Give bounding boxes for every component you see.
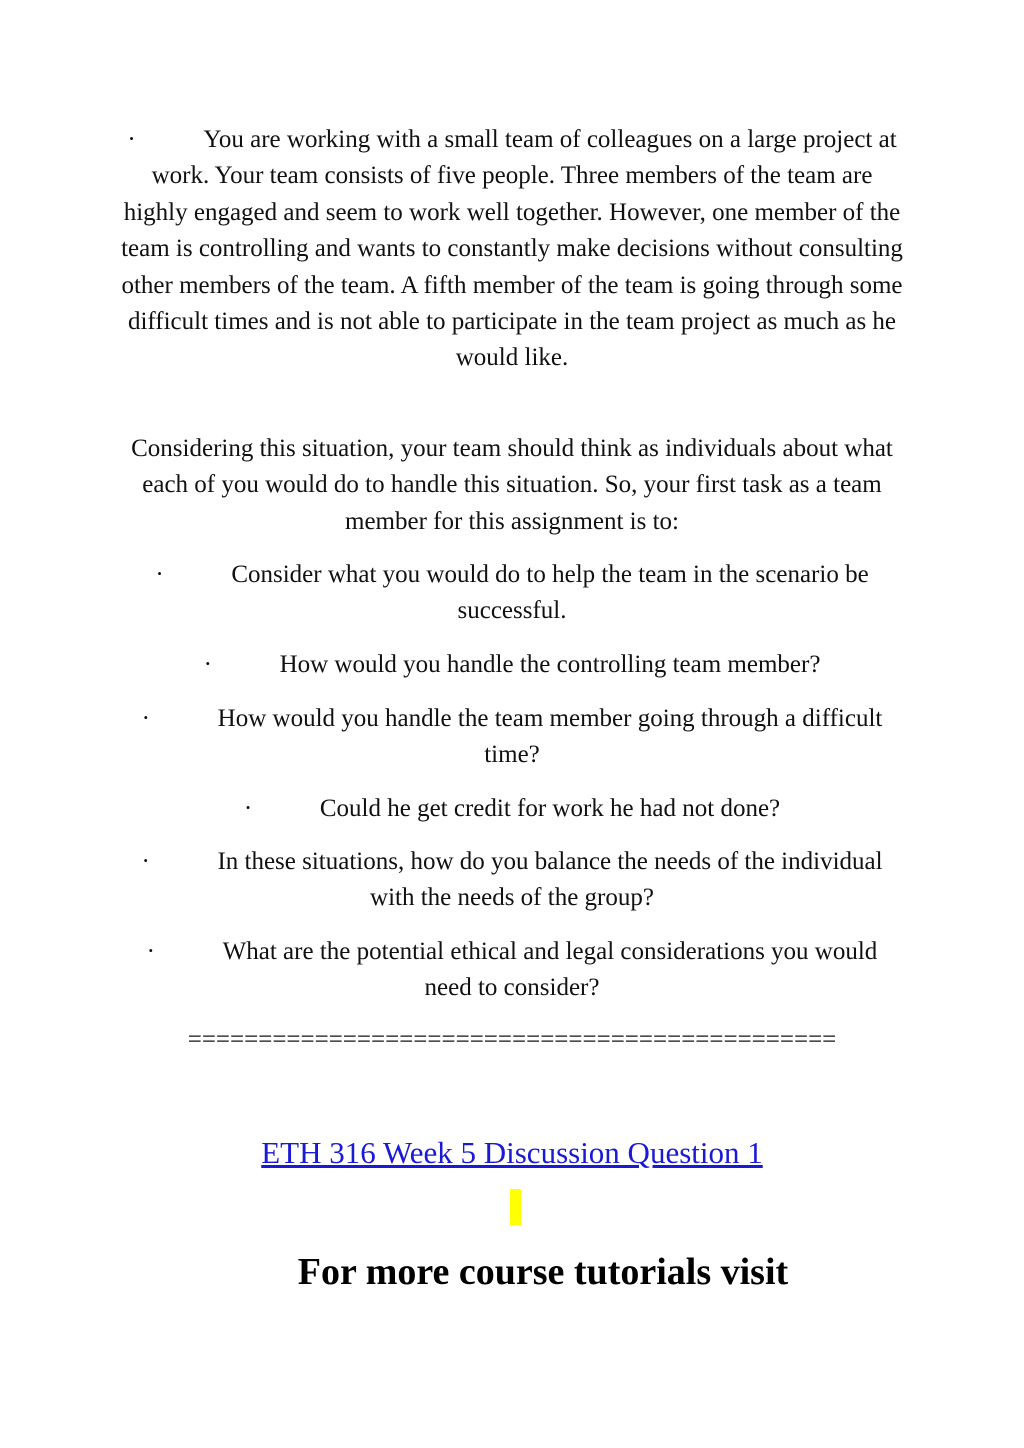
tutorials-heading: For more course tutorials visit xyxy=(297,1251,789,1293)
course-link-container xyxy=(120,1133,904,1173)
bullet-marker: · xyxy=(141,848,150,875)
question-item xyxy=(120,647,904,683)
question-text: How would you handle the controlling team member? xyxy=(279,651,821,678)
scenario-paragraph xyxy=(120,122,904,377)
question-text: How would you handle the team member going through a difficult time? xyxy=(217,705,883,769)
question-item xyxy=(120,844,904,917)
bullet-marker: · xyxy=(155,561,164,588)
question-item xyxy=(120,701,904,774)
instructions-paragraph: Considering this situation, your team should think as individuals about what each of you would do to handle this situation. So, your first task as a team member for this assignment is to: xyxy=(131,435,893,535)
bullet-marker: · xyxy=(127,126,136,153)
scenario-text: You are working with a small team of colleagues on a large project at work. Your team consists of five people. Three members of the team are highly engaged and seem to work well together. However, one member of the team is controlling and wants to constantly make decisions without consulting other members of the team. A fifth member of the team is going through some difficult times and is not able to participate in the team project as much as he would like. xyxy=(121,126,903,372)
bullet-marker: · xyxy=(203,651,212,678)
course-link[interactable]: ETH 316 Week 5 Discussion Question 1 xyxy=(261,1135,763,1170)
bullet-marker: · xyxy=(243,795,253,822)
question-text: Consider what you would do to help the team in the scenario be successful. xyxy=(231,561,869,625)
highlight-marker xyxy=(510,1189,521,1225)
question-text: Could he get credit for work he had not done? xyxy=(319,795,781,822)
separator-line: ============================================== xyxy=(187,1026,837,1053)
question-item xyxy=(120,934,904,1007)
question-item xyxy=(120,791,904,827)
bullet-marker: · xyxy=(146,938,155,965)
question-text: In these situations, how do you balance the needs of the individual with the needs of the group? xyxy=(217,848,883,912)
question-text: What are the potential ethical and legal considerations you would need to consider? xyxy=(222,938,878,1002)
question-item xyxy=(110,557,914,630)
bullet-marker: · xyxy=(141,705,150,732)
